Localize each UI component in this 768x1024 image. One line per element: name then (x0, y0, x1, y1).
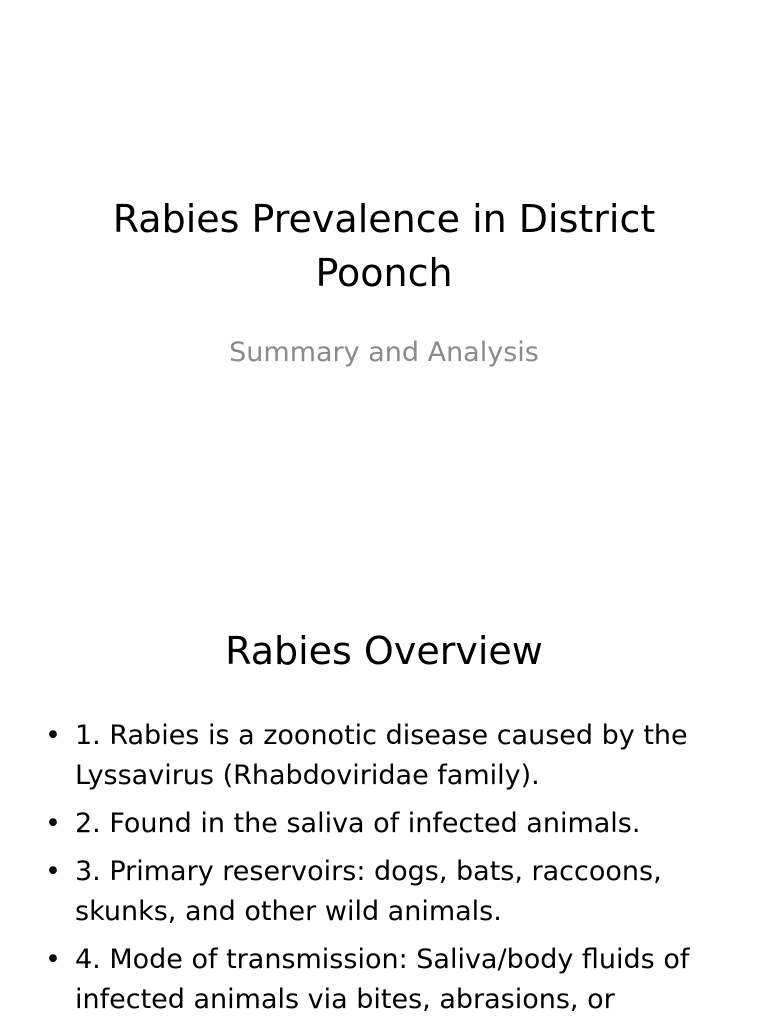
bullet-text: 3. Primary reservoirs: dogs, bats, raccoons, skunks, and other wild animals. (75, 856, 662, 927)
title-line-2: Poonch (315, 251, 453, 295)
bullet-item (38, 852, 730, 932)
bullet-text: 4. Mode of transmission: Saliva/body fluids of infected animals via bites, abrasions, or (75, 944, 690, 1015)
bullet-item (38, 804, 730, 844)
bullet-item (38, 716, 730, 796)
bullet-marker: • (45, 720, 61, 751)
bullet-item (38, 940, 730, 1020)
overview-title: Rabies Overview (225, 629, 543, 673)
overview-slide (0, 576, 768, 1024)
bullet-marker: • (45, 944, 61, 975)
bullet-text: 2. Found in the saliva of infected animals. (75, 808, 641, 839)
bullet-marker: • (45, 808, 61, 839)
presentation-subtitle: Summary and Analysis (229, 337, 539, 368)
bullet-marker: • (45, 856, 61, 887)
title-line-1: Rabies Prevalence in District (112, 197, 656, 241)
overview-bullet-list (38, 716, 730, 1024)
presentation-title (90, 192, 678, 300)
bullet-text: 1. Rabies is a zoonotic disease caused by the Lyssavirus (Rhabdoviridae family). (75, 720, 688, 791)
